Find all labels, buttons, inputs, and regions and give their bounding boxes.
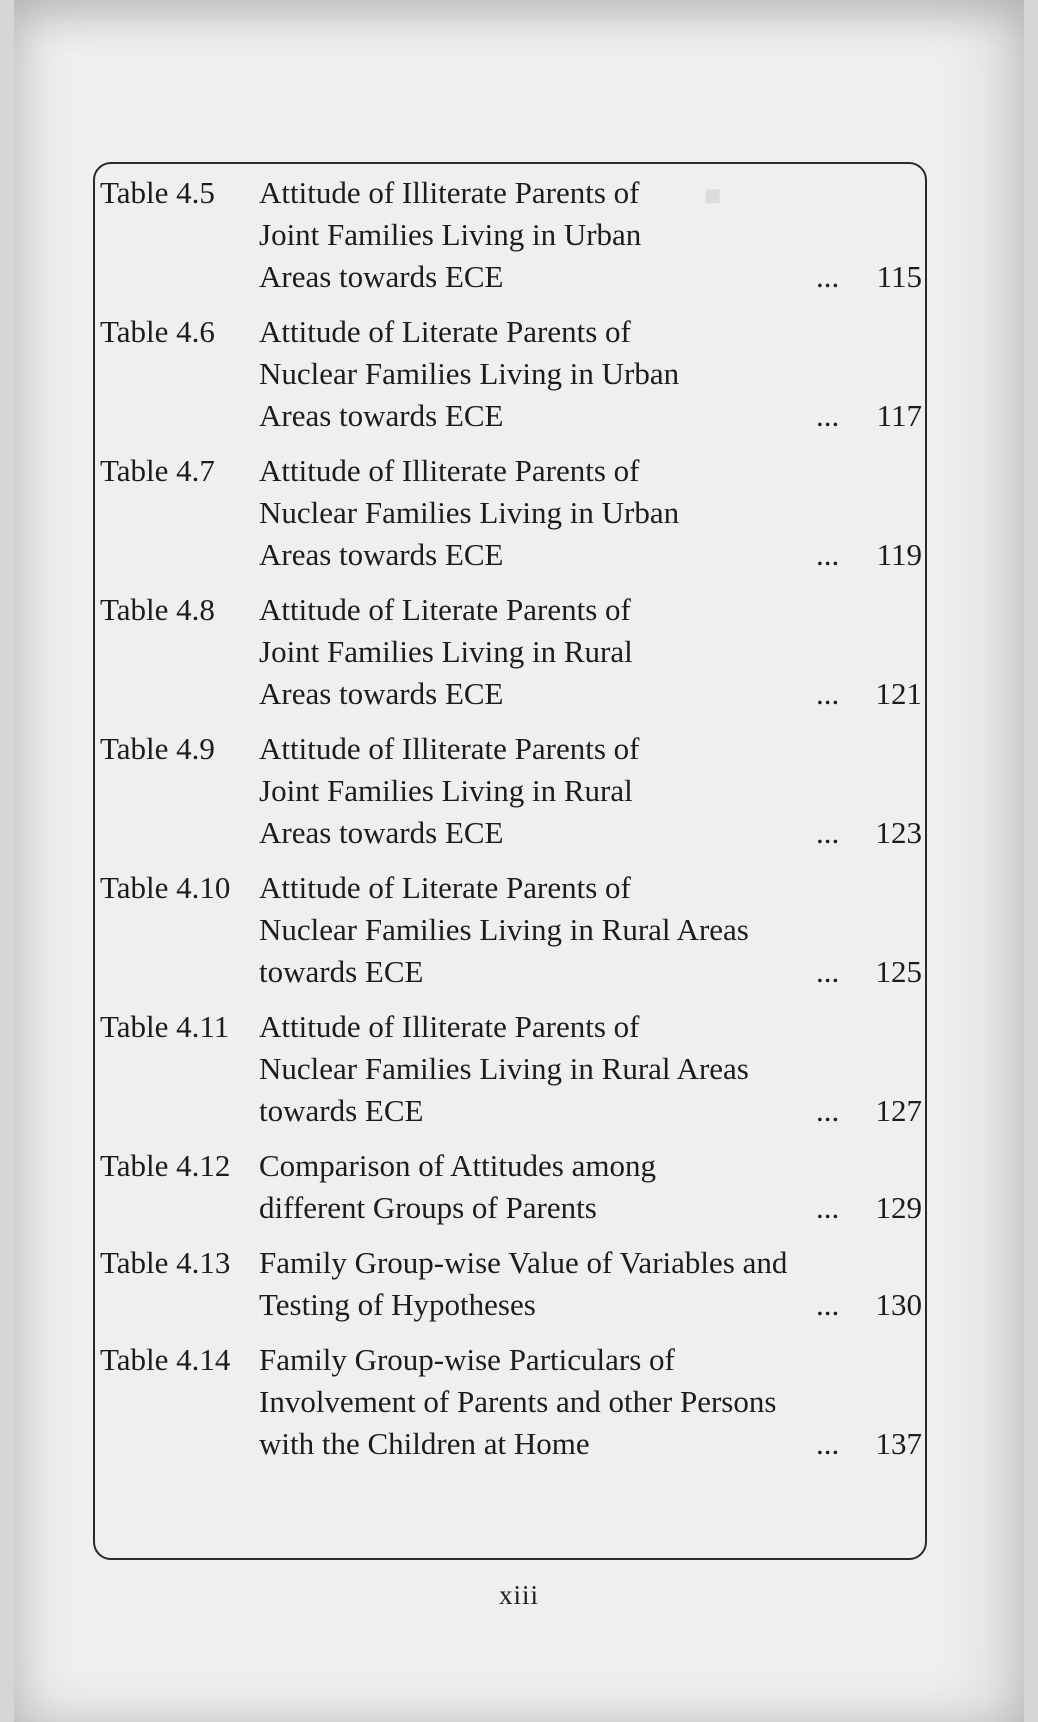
- table-title: [259, 1145, 922, 1229]
- title-line: Attitude of Literate Parents of: [259, 870, 631, 905]
- table-number: Table 4.5: [100, 175, 215, 210]
- title-line: Attitude of Illiterate Parents of: [259, 175, 640, 210]
- title-line: with the Children at Home: [259, 1426, 590, 1461]
- table-title: [259, 450, 922, 576]
- title-line: Joint Families Living in Rural: [259, 634, 633, 669]
- table-entry[interactable]: [100, 311, 922, 437]
- page-ref: 125: [875, 954, 922, 989]
- list-of-tables: [100, 172, 922, 1478]
- title-line: Comparison of Attitudes among: [259, 1148, 656, 1183]
- page-ref: 130: [875, 1287, 922, 1322]
- table-entry[interactable]: [100, 172, 922, 298]
- table-title: [259, 1006, 922, 1132]
- title-line: Attitude of Illiterate Parents of: [259, 731, 640, 766]
- page-ref: 129: [875, 1190, 922, 1225]
- leader-dots: ...: [816, 259, 840, 294]
- leader-dots: ...: [816, 1190, 840, 1225]
- page-ref: 127: [875, 1093, 922, 1128]
- table-title: [259, 867, 922, 993]
- title-last-line: [259, 1423, 922, 1465]
- title-line: Nuclear Families Living in Urban: [259, 356, 680, 391]
- table-title: [259, 728, 922, 854]
- page-ref: 123: [875, 815, 922, 850]
- leader-dots: ...: [816, 398, 840, 433]
- page-ref: 115: [876, 259, 922, 294]
- table-number: Table 4.7: [100, 453, 215, 488]
- table-number: Table 4.12: [100, 1148, 231, 1183]
- title-line: Areas towards ECE: [259, 259, 504, 294]
- table-entry[interactable]: [100, 867, 922, 993]
- page-ref: 117: [876, 398, 922, 433]
- title-line: towards ECE: [259, 1093, 424, 1128]
- title-line: Involvement of Parents and other Persons: [259, 1384, 777, 1419]
- page-ref: 137: [875, 1426, 922, 1461]
- table-title: [259, 311, 922, 437]
- table-number: Table 4.13: [100, 1245, 231, 1280]
- title-last-line: [259, 395, 922, 437]
- table-entry[interactable]: [100, 728, 922, 854]
- title-line: Nuclear Families Living in Urban: [259, 495, 680, 530]
- title-line: Attitude of Illiterate Parents of: [259, 1009, 640, 1044]
- leader-dots: ...: [816, 954, 840, 989]
- title-last-line: [259, 256, 922, 298]
- table-title: [259, 1339, 922, 1465]
- page-number: xiii: [498, 1580, 539, 1610]
- title-line: Testing of Hypotheses: [259, 1287, 536, 1322]
- title-line: different Groups of Parents: [259, 1190, 597, 1225]
- title-last-line: [259, 951, 922, 993]
- title-line: Attitude of Literate Parents of: [259, 592, 631, 627]
- table-number: Table 4.14: [100, 1342, 231, 1377]
- title-last-line: [259, 1284, 922, 1326]
- title-line: Areas towards ECE: [259, 815, 504, 850]
- title-line: Attitude of Illiterate Parents of: [259, 453, 640, 488]
- page-ref: 119: [876, 537, 922, 572]
- title-last-line: [259, 534, 922, 576]
- title-line: Areas towards ECE: [259, 537, 504, 572]
- title-line: Attitude of Literate Parents of: [259, 314, 631, 349]
- leader-dots: ...: [816, 537, 840, 572]
- table-number: Table 4.8: [100, 592, 215, 627]
- leader-dots: ...: [816, 1287, 840, 1322]
- title-line: Family Group-wise Value of Variables and: [259, 1245, 788, 1280]
- table-entry[interactable]: [100, 450, 922, 576]
- table-entry[interactable]: [100, 1339, 922, 1465]
- table-entry[interactable]: [100, 1006, 922, 1132]
- title-line: Family Group-wise Particulars of: [259, 1342, 675, 1377]
- title-last-line: [259, 673, 922, 715]
- title-line: Nuclear Families Living in Rural Areas: [259, 1051, 749, 1086]
- table-title: [259, 172, 922, 298]
- table-entry[interactable]: [100, 589, 922, 715]
- title-last-line: [259, 1090, 922, 1132]
- table-number: Table 4.9: [100, 731, 215, 766]
- title-line: towards ECE: [259, 954, 424, 989]
- title-line: Joint Families Living in Rural: [259, 773, 633, 808]
- table-title: [259, 1242, 922, 1326]
- leader-dots: ...: [816, 1426, 840, 1461]
- title-line: Nuclear Families Living in Rural Areas: [259, 912, 749, 947]
- title-line: Areas towards ECE: [259, 398, 504, 433]
- title-line: Joint Families Living in Urban: [259, 217, 642, 252]
- table-entry[interactable]: [100, 1145, 922, 1229]
- page-ref: 121: [875, 676, 922, 711]
- bleed-through-text: ■: [704, 180, 722, 212]
- title-last-line: [259, 1187, 922, 1229]
- title-line: Areas towards ECE: [259, 676, 504, 711]
- table-entry[interactable]: [100, 1242, 922, 1326]
- title-last-line: [259, 812, 922, 854]
- table-number: Table 4.10: [100, 870, 231, 905]
- leader-dots: ...: [816, 815, 840, 850]
- table-title: [259, 589, 922, 715]
- leader-dots: ...: [816, 1093, 840, 1128]
- table-number: Table 4.11: [100, 1009, 230, 1044]
- leader-dots: ...: [816, 676, 840, 711]
- table-number: Table 4.6: [100, 314, 215, 349]
